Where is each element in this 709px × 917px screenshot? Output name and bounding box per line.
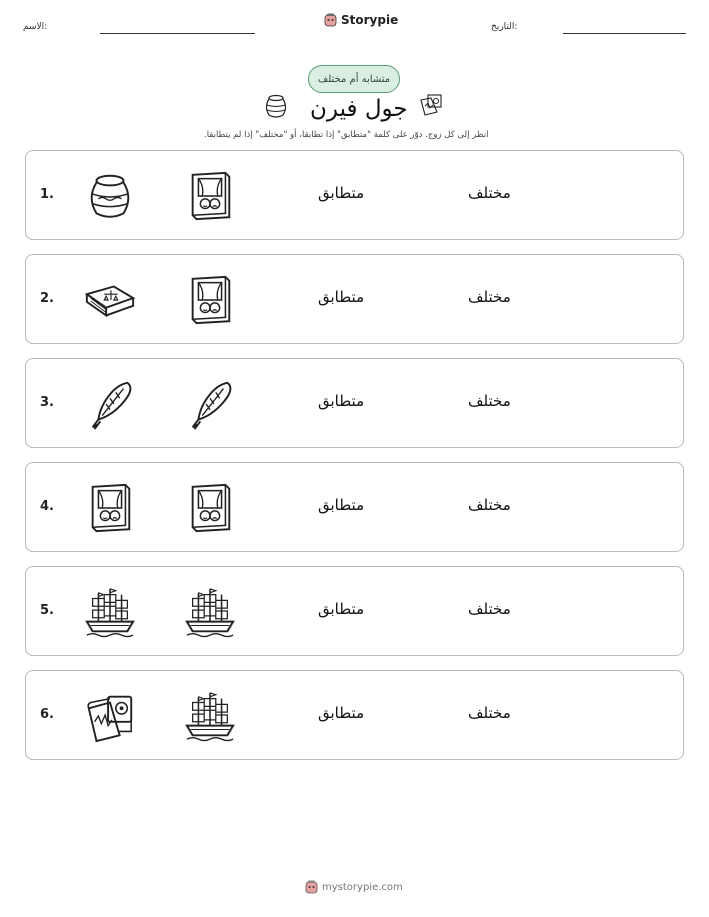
- name-line[interactable]: [100, 33, 255, 34]
- different-option[interactable]: مختلف: [468, 496, 511, 514]
- theater-book-icon: [182, 273, 238, 327]
- seismograph-icon: [82, 689, 138, 743]
- ship-icon: [182, 585, 238, 639]
- name-label: الاسم:: [23, 22, 48, 32]
- question-row: [25, 150, 684, 240]
- question-row: [25, 254, 684, 344]
- theater-book-icon: [182, 169, 238, 223]
- same-option[interactable]: متطابق: [318, 184, 365, 202]
- page-title: جول فيرن: [310, 96, 408, 122]
- footer: [305, 880, 403, 894]
- same-option[interactable]: متطابق: [318, 704, 365, 722]
- question-number: 5.: [40, 603, 54, 618]
- different-option[interactable]: مختلف: [468, 704, 511, 722]
- instructions: انظر إلى كل زوج. دوّر على كلمة "متطابق" إذا تطابقا، أو "مختلف" إذا لم يتطابقا.: [204, 130, 489, 140]
- seismograph-icon: [417, 90, 445, 118]
- brand-logo: [324, 13, 398, 27]
- different-option[interactable]: مختلف: [468, 392, 511, 410]
- different-option[interactable]: مختلف: [468, 184, 511, 202]
- question-number: 3.: [40, 395, 54, 410]
- same-option[interactable]: متطابق: [318, 496, 365, 514]
- theater-book-icon: [82, 481, 138, 535]
- footer-url[interactable]: mystorypie.com: [322, 881, 403, 893]
- same-option[interactable]: متطابق: [318, 288, 365, 306]
- question-row: [25, 670, 684, 760]
- different-option[interactable]: مختلف: [468, 600, 511, 618]
- theater-book-icon: [182, 481, 238, 535]
- quill-icon: [182, 377, 238, 431]
- question-row: [25, 566, 684, 656]
- question-number: 2.: [40, 291, 54, 306]
- question-number: 1.: [40, 187, 54, 202]
- question-number: 6.: [40, 707, 54, 722]
- question-number: 4.: [40, 499, 54, 514]
- brand-name: Storypie: [341, 13, 399, 27]
- storypie-mascot-icon: [305, 880, 318, 894]
- ship-icon: [182, 689, 238, 743]
- topic-badge: متشابه أم مختلف: [308, 65, 400, 93]
- question-row: [25, 358, 684, 448]
- same-option[interactable]: متطابق: [318, 600, 365, 618]
- date-label: التاريخ:: [491, 22, 518, 32]
- pot-icon: [82, 169, 138, 223]
- different-option[interactable]: مختلف: [468, 288, 511, 306]
- same-option[interactable]: متطابق: [318, 392, 365, 410]
- date-line[interactable]: [563, 33, 686, 34]
- ship-icon: [82, 585, 138, 639]
- storypie-mascot-icon: [324, 13, 337, 27]
- pot-icon: [262, 92, 290, 120]
- question-row: [25, 462, 684, 552]
- law-book-icon: [82, 273, 138, 327]
- quill-icon: [82, 377, 138, 431]
